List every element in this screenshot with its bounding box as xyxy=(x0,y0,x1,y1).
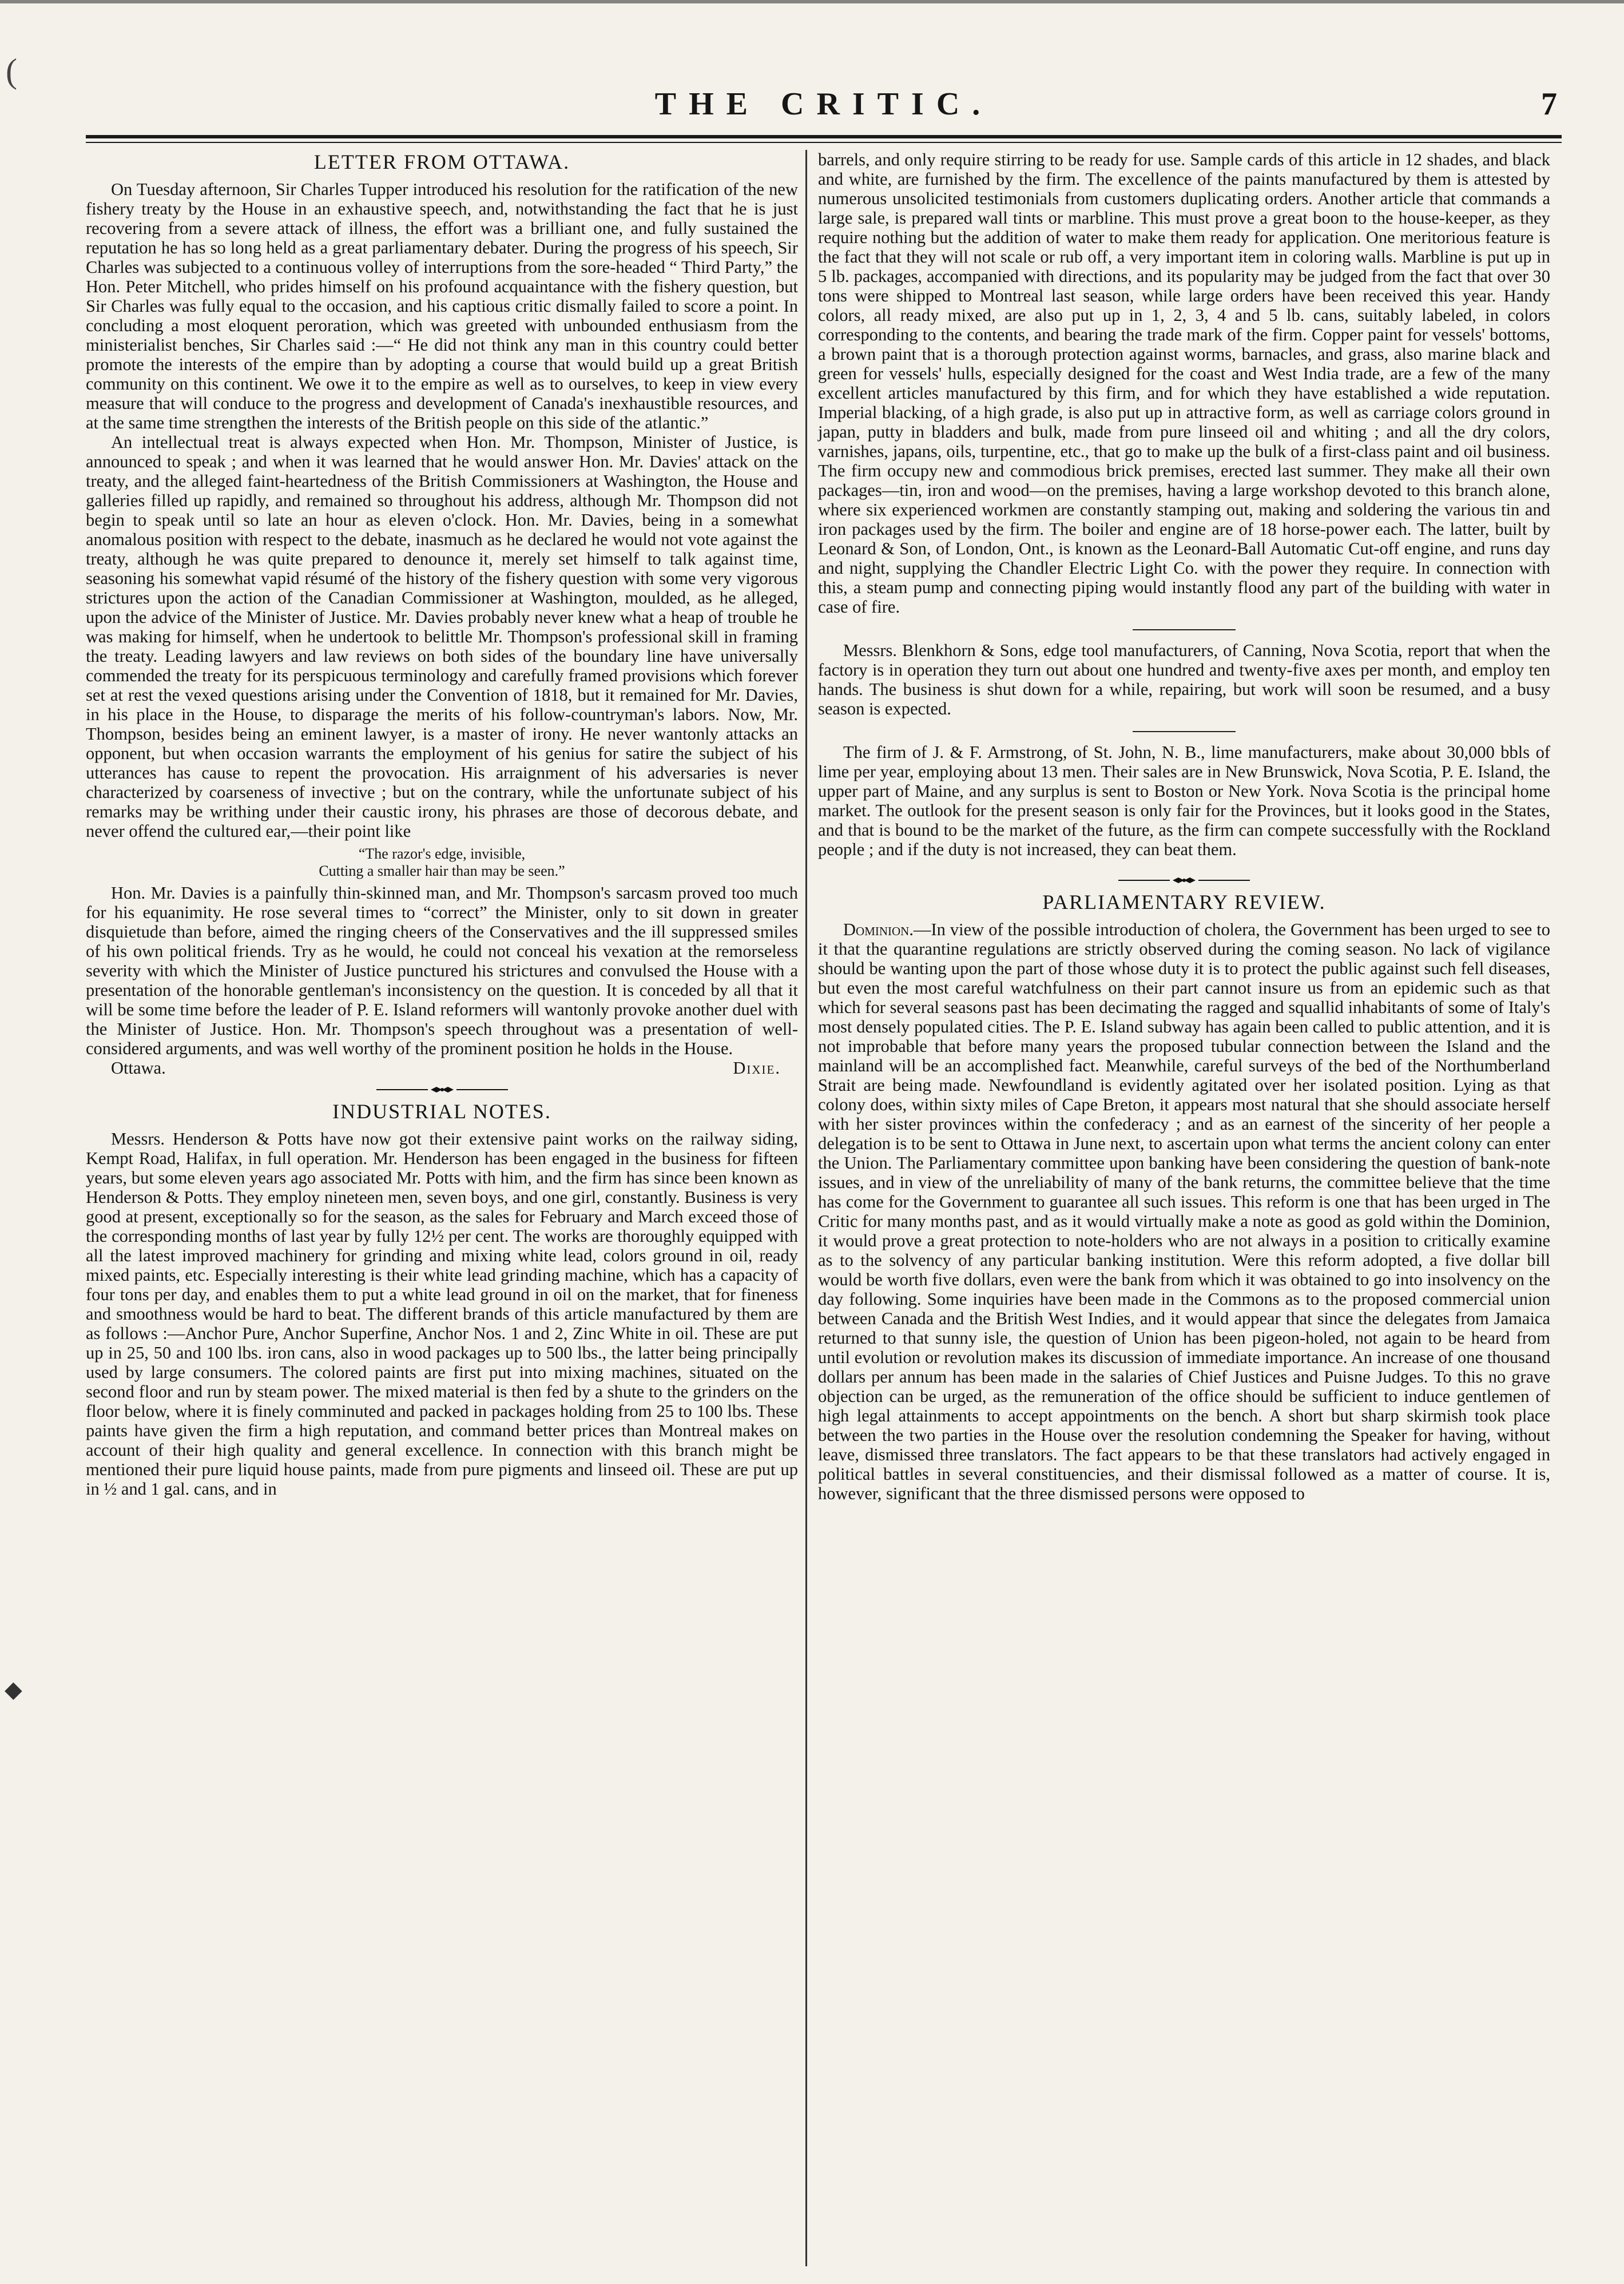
armstrong-paragraph: The firm of J. & F. Armstrong, of St. John, N. B., lime manufacturers, make about 30,000 bbls of lime per year, employing about 13 men. Their sales are in New Brunswick, Nova Scotia, P. E. Island, the upper part of Maine, and any surplus is sent to Boston or New York. Nova Scotia is the principal home market. The outlook for the present season is only fair for the Provinces, but it looks good in the States, and that is bound to be the market of the future, as the firm can compete successfully with the Rockland people ; and if the duty is not increased, they can beat them. xyxy=(818,742,1550,859)
scan-edge-mark: ( xyxy=(6,52,17,90)
page-number: 7 xyxy=(1541,86,1557,122)
parliamentary-paragraph xyxy=(818,920,1550,1503)
letter-place: Ottawa. xyxy=(111,1058,166,1078)
masthead-title: THE CRITIC. xyxy=(654,86,993,122)
ornament-divider-icon xyxy=(1118,876,1250,884)
parliamentary-heading: PARLIAMENTARY REVIEW. xyxy=(1042,891,1326,913)
industrial-paragraph-1: Messrs. Henderson & Potts have now got their extensive paint works on the railway siding, Kempt Road, Halifax, in full operation. Mr. Henderson has been engaged in the business for fifteen years, but some eleven years ago associated Mr. Potts with him, and the firm has since been known as Henderson & Potts. They employ nineteen men, seven boys, and one girl, constantly. Business is very good at present, exceptionally so for the season, as the sales for February and March exceed those of the corresponding months of last year by fully 12½ per cent. The works are thoroughly equipped with all the latest improved machinery for grinding and mixing white lead, colors ground in oil, ready mixed paints, etc. Especially interesting is their white lead grinding machine, which has a capacity of four tons per day, and enables them to put a white lead ground in oil on the market, that for fineness and smoothness would be hard to beat. The different brands of this article manufactured by them are as follows :—Anchor Pure, Anchor Superfine, Anchor Nos. 1 and 2, Zinc White in oil. These are put up in 25, 50 and 100 lbs. iron cans, also in wood packages up to 500 lbs., the latter being principally used by large consumers. The colored paints are first put into mixing machines, situated on the second floor and run by steam power. The mixed material is then fed by a shute to the grinders on the floor below, where it is finely comminuted and packed in packages holding from 25 to 100 lbs. These paints have given the firm a high reputation, and command better prices than Montreal makes on account of their high quality and general excellence. In connection with this branch might be mentioned their pure liquid house paints, made from pure pigments and linseed oil. These are put up in ½ and 1 gal. cans, and in xyxy=(86,1129,798,1499)
blenkhorn-paragraph: Messrs. Blenkhorn & Sons, edge tool manufacturers, of Canning, Nova Scotia, report that when the factory is in operation they turn out about one hundred and twenty-five axes per month, and employ ten hands. The business is shut down for a while, repairing, but work will soon be resumed, and a busy season is expected. xyxy=(818,641,1550,718)
scan-top-edge xyxy=(0,0,1624,3)
quote-line-2: Cutting a smaller hair than may be seen.” xyxy=(319,863,565,879)
column-divider xyxy=(805,150,807,2266)
right-column xyxy=(818,150,1550,1503)
industrial-heading: INDUSTRIAL NOTES. xyxy=(332,1100,551,1123)
left-column xyxy=(86,150,798,1499)
item-separator-1 xyxy=(1133,629,1236,630)
letter-quote xyxy=(86,845,798,880)
parliamentary-text: —In view of the possible introduction of cholera, the Government has been urged to see to it that the quarantine regulations are strictly observed during the coming season. No lack of vigilance should be wanting upon the part of those whose duty it is to protect the public against such fell diseases, but even the most careful watchfulness on their part cannot insure us from an epidemic such as that which for several seasons past has been decimating the ragged and squallid inhabitants of some of Italy's most densely populated cities. The P. E. Island subway has again been called to public attention, and it is not improbable that before many years the proposed tubular connection between the Island and the mainland will be an accomplished fact. Meanwhile, careful surveys of the bed of the Northumberland Strait are being made. Newfoundland is evidently agitated over her isolated position. Lying as that colony does, within sixty miles of Cape Breton, it appears most natural that she should associate herself with her sister provinces within the confederacy ; and as an earnest of the sincerity of her people a delegation is to be sent to Ottawa in June next, to ascertain upon what terms the ancient colony can enter the Union. The Parliamentary committee upon banking have been considering the question of bank-note issues, and in view of the unreliability of many of the bank returns, the committee believe that the time has come for the Government to guarantee all such issues. This reform is one that has been urged in The Critic for many months past, and as it would virtually make a note as good as gold within the Dominion, it would prove a great protection to note-holders who are not always in a position to critically examine as to the solvency of any particular banking institution. Were this reform adopted, a five dollar bill would be worth five dollars, even were the bank from which it was obtained to go into insolvency on the day following. Some inquiries have been made in the Commons as to the proposed commercial union between Canada and the British West Indies, and it would appear that since the delegates from Jamaica returned to that sunny isle, the question of Union has been pigeon-holed, not again to be heard from until evolution or revolution makes its discussion of immediate importance. An increase of one thousand dollars per annum has been made in the salaries of Chief Justices and Puisne Judges. To this no grave objection can be urged, as the remuneration of the office should be sufficient to induce gentlemen of high legal attainments to accept appointments on the bench. A short but sharp skirmish took place between the two parties in the House over the resolution condemning the Speaker for having, without leave, dismissed three translators. The fact appears to be that these translators had actively engaged in political battles in several constituencies, and their dismissal followed as a matter of course. It is, however, significant that the three dismissed persons were opposed to xyxy=(818,920,1550,1503)
scan-edge-blot: ◆ xyxy=(5,1677,22,1702)
parliamentary-lead: Dominion. xyxy=(843,920,914,939)
letter-paragraph-2: An intellectual treat is always expected when Hon. Mr. Thompson, Minister of Justice, is announced to speak ; and when it was learned that he would answer Hon. Mr. Davies' attack on the treaty, and the alleged faint-heartedness of the British Commissioners at Washington, the House and galleries filled up rapidly, and remained so throughout his address, although Mr. Thompson did not begin to speak until so late an hour as eleven o'clock. Hon. Mr. Davies, being in a somewhat anomalous position with respect to the debate, inasmuch as he declared he would not vote against the treaty, although he was quite prepared to denounce it, merely set himself to talk against time, seasoning his somewhat vapid résumé of the history of the fishery question with some very vigorous strictures upon the action of the Canadian Commissioner at Washington, moulded, as he alleged, upon the advice of the Minister of Justice. Mr. Davies probably never knew what a heap of trouble he was making for himself, when he undertook to belittle Mr. Thompson's professional skill in framing the treaty. Leading lawyers and law reviews on both sides of the boundary line have universally commended the treaty for its perspicuous terminology and carefully framed provisions which forever set at rest the vexed questions arising under the Convention of 1818, but it remained for Mr. Davies, in his place in the House, to disparage the merits of his follow-countryman's labors. Now, Mr. Thompson, besides being an eminent lawyer, is a master of irony. He never wantonly attacks an opponent, but when occasion warrants the employment of his genius for satire the subject of his utterances has cause to repent the provocation. His arraignment of his adversaries is never characterized by coarseness of invective ; but on the contrary, while the unfortunate subject of his remarks may be writhing under their caustic irony, his phrases are those of decorous debate, and never offend the cultured ear,—their point like xyxy=(86,432,798,841)
letter-signature: Dixie. xyxy=(733,1058,781,1078)
letter-paragraph-3: Hon. Mr. Davies is a painfully thin-skinned man, and Mr. Thompson's sarcasm proved too much for his equanimity. He rose several times to “correct” the Minister, only to sit down in greater disquietude than before, aimed the ringing cheers of the Conservatives and the ill suppressed smiles of his own political friends. Try as he would, he could not conceal his vexation at the remorseless severity with which the Minister of Justice punctured his strictures and convulsed the House with a presentation of the honorable gentleman's inconsistency on the question. It is conceded by all that it will be some time before the leader of P. E. Island reformers will wantonly provoke another duel with the Minister of Justice. Hon. Mr. Thompson's speech throughout was a presentation of well-considered arguments, and was well worthy of the prominent position he holds in the House. xyxy=(86,883,798,1058)
letter-heading: LETTER FROM OTTAWA. xyxy=(313,150,570,173)
section-ornament xyxy=(86,1086,798,1094)
masthead-rule-thick xyxy=(86,135,1562,138)
masthead xyxy=(86,86,1562,132)
item-separator-2 xyxy=(1133,731,1236,732)
quote-line-1: “The razor's edge, invisible, xyxy=(358,845,526,862)
masthead-rule-thin xyxy=(86,142,1562,143)
industrial-paragraph-continued: barrels, and only require stirring to be ready for use. Sample cards of this article in 12 shades, and black and white, are furnished by the firm. The excellence of the paints manufactured by them is attested by numerous unsolicited testimonials from customers duplicating orders. Another article that commands a large sale, is prepared wall tints or marbline. This must prove a great boon to the house-keeper, as they require nothing but the addition of water to make them ready for application. One meritorious feature is the fact that they will not scale or rub off, a very important item in coloring walls. Marbline is put up in 5 lb. packages, accompanied with directions, and its popularity may be judged from the fact that over 30 tons were shipped to Montreal last season, while large orders have been received this year. Handy colors, all ready mixed, are also put up in 1, 2, 3, 4 and 5 lb. cans, suitably labeled, in colors corresponding to the contents, and bearing the trade mark of the firm. Copper paint for vessels' bottoms, a brown paint that is a thorough protection against worms, barnacles, and grass, also marine black and green for vessels' hulls, especially designed for the coast and West India trade, are a few of the many excellent articles manufactured by this firm, and for which they have established a wide reputation. Imperial blacking, of a high grade, is also put up in attractive form, as well as carriage colors ground in japan, putty in bladders and bulk, made from pure linseed oil and whiting ; and all the dry colors, varnishes, japans, oils, turpentine, etc., that go to make up the bulk of a first-class paint and oil business. The firm occupy new and commodious brick premises, erected last summer. They make all their own packages—tin, iron and wood—on the premises, having a large workshop devoted to this branch alone, where six experienced workmen are constantly stamping out, making and soldering the various tin and iron packages used by the firm. The boiler and engine are of 18 horse-power each. The latter, built by Leonard & Son, of London, Ont., is known as the Leonard-Ball Automatic Cut-off engine, and runs day and night, supplying the Chandler Electric Light Co. with the power they require. In connection with this, a steam pump and connecting piping would instantly flood any part of the building with water in case of fire. xyxy=(818,150,1550,617)
letter-signature-line xyxy=(86,1058,798,1078)
section-ornament-2 xyxy=(818,876,1550,884)
letter-paragraph-1: On Tuesday afternoon, Sir Charles Tupper introduced his resolution for the ratification of the new fishery treaty by the House in an exhaustive speech, and, notwithstanding the fact that he is just recovering from a severe attack of illness, the effort was a brilliant one, and fully sustained the reputation he has so long held as a great parliamentary debater. During the progress of his speech, Sir Charles was subjected to a continuous volley of interruptions from the sore-headed “ Third Party,” the Hon. Peter Mitchell, who prides himself on his profound acquaintance with the fishery question, but Sir Charles was fully equal to the occasion, and his captious critic dismally failed to score a point. In concluding a most eloquent peroration, which was greeted with unbounded enthusiasm from the ministerialist benches, Sir Charles said :—“ He did not think any man in this country could better promote the interests of the empire than by adopting a course that would build up a great British community on this continent. We owe it to the empire as well as to ourselves, to keep in view every measure that will conduce to the progress and development of Canada's inexhaustible resources, and at the same time strengthen the interests of the British people on this side of the atlantic.” xyxy=(86,180,798,432)
ornament-divider-icon xyxy=(376,1086,508,1094)
